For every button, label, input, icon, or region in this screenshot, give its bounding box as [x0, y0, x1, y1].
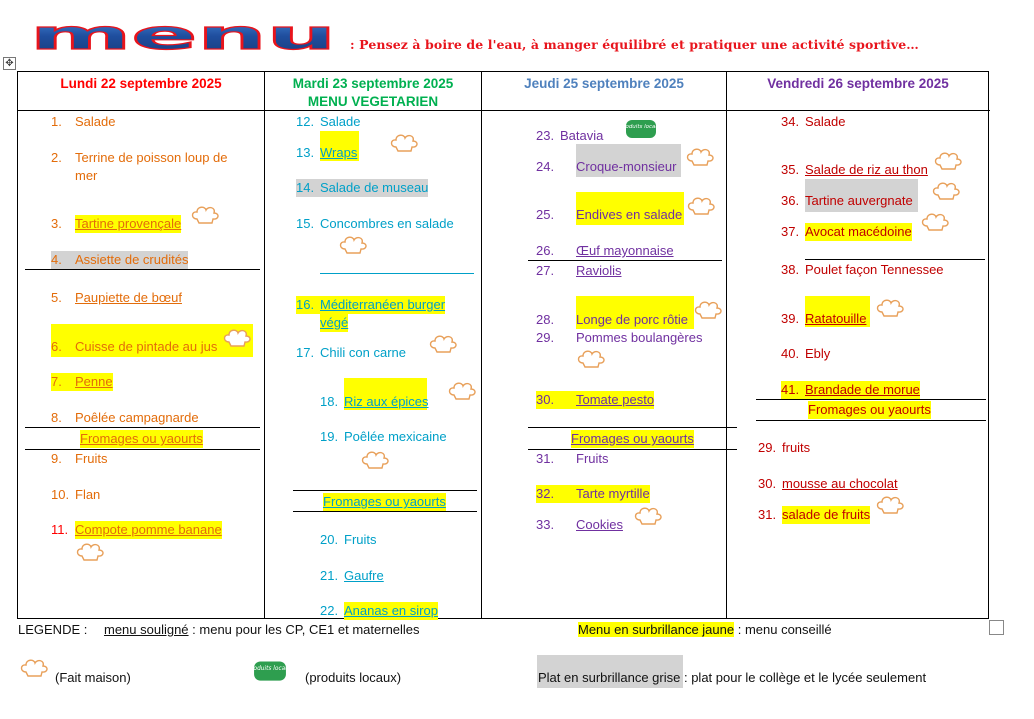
row-divider — [805, 259, 985, 260]
menu-item: 2. Terrine de poisson loup de — [51, 150, 228, 165]
menu-item: 15. Concombres en salade — [296, 216, 454, 231]
menu-item: 12. Salade — [296, 114, 361, 129]
menu-item-continuation: végé — [320, 315, 349, 330]
menu-item: 1. Salade — [51, 114, 116, 129]
row-divider — [756, 399, 986, 400]
legend-underline-desc: : menu pour les CP, CE1 et maternelles — [188, 622, 420, 637]
legend-yellow-desc: : menu conseillé — [734, 622, 832, 637]
menu-item: 41. Brandade de morue — [781, 382, 920, 397]
chef-hat-icon — [633, 506, 663, 526]
menu-item: 29. fruits — [758, 440, 811, 455]
menu-item: 19. Poêlée mexicaine — [320, 429, 447, 444]
legend-row-1 — [18, 621, 420, 639]
menu-item: 33. Cookies — [536, 517, 623, 532]
chef-hat-icon — [931, 181, 961, 201]
chef-hat-icon — [920, 212, 950, 232]
menu-item-continuation: mer — [75, 168, 98, 183]
day-title: Vendredi 26 septembre 2025 — [767, 76, 949, 91]
table-resize-handle[interactable] — [989, 620, 1004, 635]
chef-hat-icon — [875, 495, 905, 515]
menu-item: 17. Chili con carne — [296, 345, 406, 360]
cheese-line: Fromages ou yaourts — [323, 494, 446, 509]
menu-item: 38. Poulet façon Tennessee — [781, 262, 944, 277]
chef-hat-icon — [428, 334, 458, 354]
chef-hat-icon — [389, 133, 419, 153]
menu-item: 21. Gaufre — [320, 568, 384, 583]
menu-item: 29. Pommes boulangères — [536, 330, 703, 345]
legend-local: (produits locaux) — [305, 670, 402, 685]
svg-text:Produits locaux: Produits locaux — [619, 124, 663, 130]
menu-item: 3. Tartine provençale — [51, 216, 182, 231]
menu-item: 30. mousse au chocolat — [758, 476, 898, 491]
menu-item: 9. Fruits — [51, 451, 108, 466]
menu-item: 20. Fruits — [320, 532, 377, 547]
menu-item: 27. Raviolis — [536, 263, 622, 278]
menu-item: 36. Tartine auvergnate — [781, 193, 913, 208]
menu-item: 5. Paupiette de bœuf — [51, 290, 182, 305]
legend-grey-key: Plat en surbrillance grise — [538, 670, 681, 685]
chef-hat-icon — [685, 147, 715, 167]
local-products-icon — [247, 658, 293, 684]
menu-item: 11. Compote pomme banane — [51, 522, 222, 537]
day-column-tuesday — [264, 72, 481, 618]
day-title: Lundi 22 septembre 2025 — [60, 76, 222, 91]
day-column-monday — [18, 72, 264, 618]
day-title: Mardi 23 septembre 2025 — [292, 76, 454, 91]
chef-hat-icon — [338, 235, 368, 255]
row-divider — [25, 269, 260, 270]
menu-item: 37. Avocat macédoine — [781, 224, 912, 239]
menu-item: 4. Assiette de crudités — [51, 252, 189, 267]
menu-item: 31. salade de fruits — [758, 507, 871, 522]
legend-yellow-key: Menu en surbrillance jaune — [578, 622, 735, 637]
menu-item: 18. Riz aux épices — [320, 394, 429, 409]
menu-item: 6. Cuisse de pintade au jus — [51, 339, 218, 354]
legend-yellow — [578, 621, 832, 639]
table-move-handle[interactable]: ✥ — [3, 57, 16, 70]
menu-item: 7. Penne — [51, 374, 113, 389]
legend-title: LEGENDE : — [18, 622, 88, 637]
chef-hat-icon — [693, 300, 723, 320]
menu-item: 14. Salade de museau — [296, 180, 429, 195]
menu-item: 26. Œuf mayonnaise — [536, 243, 674, 258]
menu-item: 10. Flan — [51, 487, 101, 502]
row-divider — [756, 420, 986, 421]
chef-hat-icon — [360, 450, 390, 470]
menu-item: 25. Endives en salade — [536, 207, 683, 222]
day-title: Jeudi 25 septembre 2025 — [524, 76, 684, 91]
chef-hat-icon — [222, 328, 252, 348]
row-divider — [293, 490, 477, 491]
menu-table — [17, 71, 989, 619]
chef-hat-icon — [19, 658, 49, 678]
day-subtitle: MENU VEGETARIEN — [307, 94, 439, 109]
chef-hat-icon — [933, 151, 963, 171]
menu-item: 8. Poêlée campagnarde — [51, 410, 199, 425]
menu-item: 30. Tomate pesto — [536, 392, 655, 407]
row-divider — [320, 273, 474, 274]
chef-hat-icon — [75, 542, 105, 562]
cheese-line: Fromages ou yaourts — [808, 402, 931, 417]
legend-underline-key: menu souligné — [103, 622, 189, 637]
row-divider — [293, 511, 477, 512]
chef-hat-icon — [686, 196, 716, 216]
menu-item: 23. Batavia — [536, 128, 604, 143]
legend-homemade: (Fait maison) — [55, 670, 131, 685]
legend-grey-desc: : plat pour le collège et le lycée seulement — [680, 670, 927, 685]
menu-item: 28. Longe de porc rôtie — [536, 312, 689, 327]
row-divider — [528, 427, 737, 428]
legend-grey — [538, 669, 926, 687]
chef-hat-icon — [447, 381, 477, 401]
chef-hat-icon — [576, 349, 606, 369]
chef-hat-icon — [875, 298, 905, 318]
menu-logo-text: menu — [30, 13, 336, 59]
menu-item: 31. Fruits — [536, 451, 609, 466]
menu-item: 39. Ratatouille — [781, 311, 867, 326]
menu-item: 32. Tarte myrtille — [536, 486, 650, 501]
chef-hat-icon — [190, 205, 220, 225]
svg-text:Produits locaux: Produits locaux — [247, 665, 293, 672]
menu-item: 40. Ebly — [781, 346, 831, 361]
row-divider — [528, 260, 722, 261]
cheese-line: Fromages ou yaourts — [80, 431, 203, 446]
slogan: : Pensez à boire de l'eau, à manger équilibré et pratiquer une activité sportive… — [350, 37, 919, 52]
menu-item: 34. Salade — [781, 114, 846, 129]
day-column-thursday — [481, 72, 726, 618]
menu-item: 35. Salade de riz au thon — [781, 162, 928, 177]
local-products-icon — [619, 118, 663, 140]
menu-item: 24. Croque-monsieur — [536, 159, 677, 174]
menu-item: 13. Wraps — [296, 145, 358, 160]
menu-logo — [28, 13, 340, 59]
cheese-line: Fromages ou yaourts — [571, 431, 694, 446]
menu-item: 16. Méditerranéen burger — [296, 297, 446, 312]
day-column-friday — [726, 72, 989, 618]
row-divider — [25, 427, 260, 428]
menu-item: 22. Ananas en sirop — [320, 603, 438, 618]
